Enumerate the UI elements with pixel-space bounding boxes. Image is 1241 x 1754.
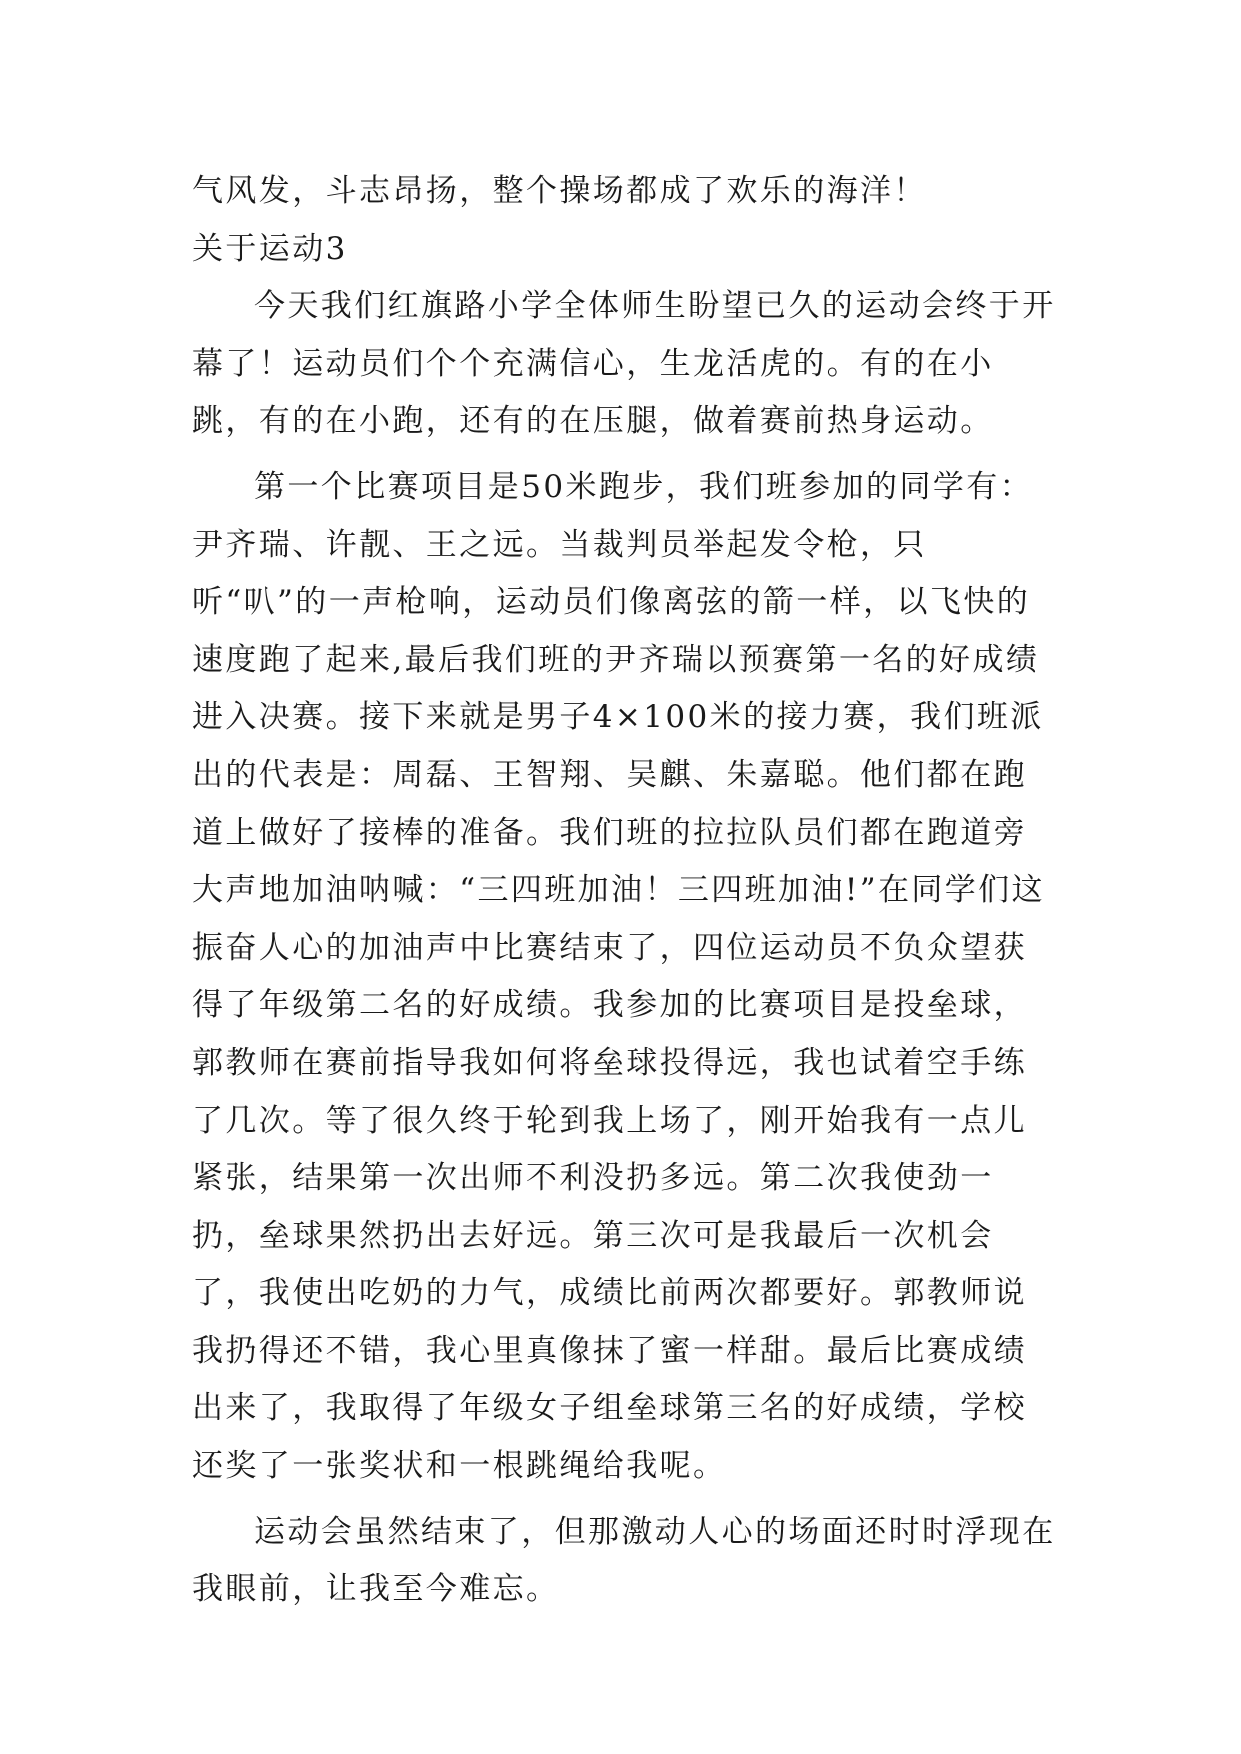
- section-heading: 关于运动3: [192, 230, 348, 267]
- paragraph-events: 第一个比赛项目是50米跑步，我们班参加的同学有：尹齐瑞、许靓、王之远。当裁判员举起发令枪，只听“叭”的一声枪响，运动员们像离弦的箭一样，以飞快的速度跑了起来,最后我们班的尹齐瑞以预赛第一名的好成绩进入决赛。接下来就是男子4×100米的接力赛，我们班派出的代表是：周磊、王智翔、吴麒、朱嘉聪。他们都在跑道上做好了接棒的准备。我们班的拉拉队员们都在跑道旁大声地加油呐喊：“三四班加油！三四班加油!”在同学们这振奋人心的加油声中比赛结束了，四位运动员不负众望获得了年级第二名的好成绩。我参加的比赛项目是投垒球，郭教师在赛前指导我如何将垒球投得远，我也试着空手练了几次。等了很久终于轮到我上场了，刚开始我有一点儿紧张，结果第一次出师不利没扔多远。第二次我使劲一扔，垒球果然扔出去好远。第三次可是我最后一次机会了，我使出吃奶的力气，成绩比前两次都要好。郭教师说我扔得还不错，我心里真像抹了蜜一样甜。最后比赛成绩出来了，我取得了年级女子组垒球第三名的好成绩，学校还奖了一张奖状和一根跳绳给我呢。: [192, 468, 1045, 1485]
- paragraph-closing: 运动会虽然结束了，但那激动人心的场面还时时浮现在我眼前，让我至今难忘。: [192, 1513, 1056, 1608]
- paragraph-opening: 今天我们红旗路小学全体师生盼望已久的运动会终于开幕了！运动员们个个充满信心，生龙活虎的。有的在小跳，有的在小跑，还有的在压腿，做着赛前热身运动。: [192, 288, 1056, 440]
- document-body: [192, 163, 1056, 1619]
- continuation-text: 气风发，斗志昂扬，整个操场都成了欢乐的海洋！: [192, 173, 927, 209]
